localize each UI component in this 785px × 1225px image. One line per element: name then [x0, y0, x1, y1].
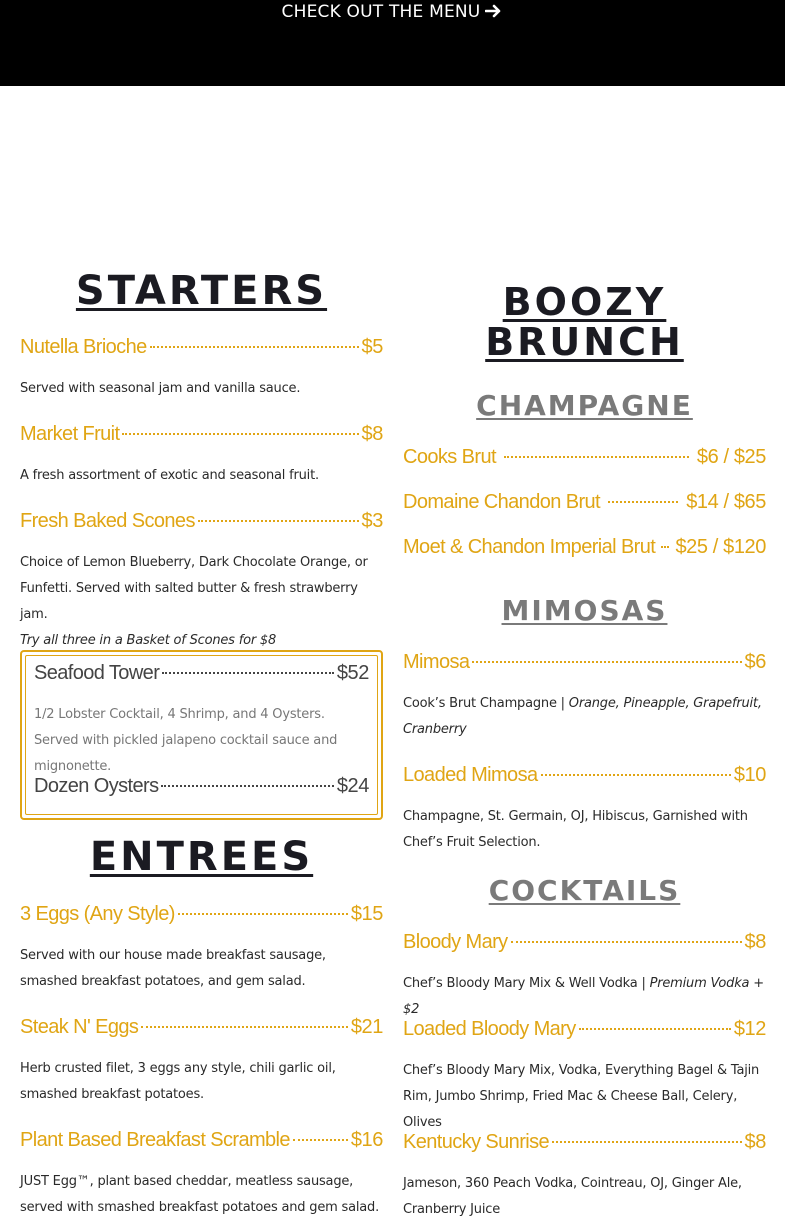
- item-name: Seafood Tower: [34, 662, 160, 684]
- menu-item: [34, 662, 369, 780]
- item-name: Plant Based Breakfast Scramble: [20, 1129, 290, 1151]
- item-name: 3 Eggs (Any Style): [20, 903, 175, 925]
- item-description-text: Chef’s Bloody Mary Mix & Well Vodka |: [403, 976, 650, 991]
- item-name: Loaded Mimosa: [403, 764, 538, 786]
- boozy-brunch-title: [403, 282, 766, 362]
- item-price: $12: [733, 1018, 766, 1040]
- item-price: $52: [336, 662, 369, 684]
- item-description-text: Cook’s Brut Champagne |: [403, 696, 569, 711]
- menu-item: [20, 510, 383, 654]
- item-description-note: Orange, Pineapple, Grapefruit, Cranberry: [403, 696, 762, 737]
- menu-item: [20, 423, 383, 489]
- dotted-leader: [122, 433, 358, 435]
- item-name: Market Fruit: [20, 423, 120, 445]
- starters-title: STARTERS: [75, 268, 328, 314]
- item-name: Fresh Baked Scones: [20, 510, 195, 532]
- dotted-leader: [161, 785, 333, 787]
- menu-item: [403, 764, 766, 856]
- item-description: [403, 971, 766, 1023]
- item-name: Cooks Brut: [403, 446, 496, 468]
- dotted-leader: [541, 774, 731, 776]
- dotted-leader: [178, 913, 348, 915]
- arrow-right-icon: [485, 4, 503, 18]
- mimosas-title: MIMOSAS: [501, 594, 668, 627]
- champagne-title: CHAMPAGNE: [476, 389, 693, 422]
- menu-item: [20, 1016, 383, 1108]
- dotted-leader: [661, 546, 669, 548]
- item-name: Mimosa: [403, 651, 470, 673]
- item-price: $6 / $25: [696, 446, 766, 468]
- menu-item: [403, 536, 766, 566]
- item-description: [20, 550, 383, 654]
- menu-item: [403, 1018, 766, 1136]
- menu-item: [20, 903, 383, 995]
- item-price: $8: [744, 1131, 766, 1153]
- item-description: 1/2 Lobster Cocktail, 4 Shrimp, and 4 Oysters. Served with pickled jalapeno cocktail sauce and mignonette.: [34, 707, 338, 774]
- item-description: Served with our house made breakfast sausage, smashed breakfast potatoes, and gem salad.: [20, 948, 326, 989]
- boozy-title-line2: BRUNCH: [485, 320, 684, 364]
- check-out-menu-link[interactable]: [0, 0, 785, 24]
- item-name: Loaded Bloody Mary: [403, 1018, 576, 1040]
- item-name: Nutella Brioche: [20, 336, 147, 358]
- item-description: JUST Egg™, plant based cheddar, meatless sausage, served with smashed breakfast potatoes and gem salad.: [20, 1174, 380, 1215]
- item-price: $10: [733, 764, 766, 786]
- item-description: Jameson, 360 Peach Vodka, Cointreau, OJ, Ginger Ale, Cranberry Juice: [403, 1176, 742, 1217]
- item-price: $21: [350, 1016, 383, 1038]
- item-price: $15: [350, 903, 383, 925]
- item-price: $8: [361, 423, 383, 445]
- menu-item: [20, 336, 383, 402]
- item-name: Domaine Chandon Brut: [403, 491, 601, 513]
- item-price: $16: [350, 1129, 383, 1151]
- dotted-leader: [579, 1028, 731, 1030]
- featured-box: [20, 650, 383, 820]
- menu-item: [403, 931, 766, 1023]
- dotted-leader: [504, 456, 689, 458]
- cta-label: CHECK OUT THE MENU: [281, 2, 481, 22]
- menu-item: [403, 491, 766, 521]
- item-price: $14 / $65: [686, 491, 766, 513]
- item-price: $8: [744, 931, 766, 953]
- dotted-leader: [511, 941, 742, 943]
- item-description: Herb crusted filet, 3 eggs any style, chili garlic oil, smashed breakfast potatoes.: [20, 1061, 336, 1102]
- item-price: $6: [744, 651, 766, 673]
- dotted-leader: [141, 1026, 348, 1028]
- dotted-leader: [198, 520, 359, 522]
- item-description: A fresh assortment of exotic and seasonal fruit.: [20, 468, 319, 483]
- item-description-text: Choice of Lemon Blueberry, Dark Chocolate Orange, or Funfetti. Served with salted butter & fresh strawberry jam.: [20, 555, 368, 622]
- menu-item: [403, 651, 766, 743]
- menu-item: [34, 775, 369, 805]
- menu-item: [403, 1131, 766, 1223]
- dotted-leader: [162, 672, 334, 674]
- dotted-leader: [293, 1139, 348, 1141]
- item-description-note: Premium Vodka + $2: [403, 976, 764, 1017]
- item-description: Champagne, St. Germain, OJ, Hibiscus, Garnished with Chef’s Fruit Selection.: [403, 809, 748, 850]
- item-name: Dozen Oysters: [34, 775, 159, 797]
- item-name: Kentucky Sunrise: [403, 1131, 550, 1153]
- item-name: Moet & Chandon Imperial Brut: [403, 536, 656, 558]
- item-description: [403, 691, 766, 743]
- dotted-leader: [608, 501, 678, 503]
- dotted-leader: [552, 1141, 742, 1143]
- menu-item: [20, 1129, 383, 1221]
- dotted-leader: [150, 346, 359, 348]
- item-description-note: Try all three in a Basket of Scones for $8: [20, 633, 277, 648]
- item-description: Chef’s Bloody Mary Mix, Vodka, Everything Bagel & Tajin Rim, Jumbo Shrimp, Fried Mac & Cheese Ball, Celery, Olives: [403, 1063, 760, 1130]
- header-bar: [0, 0, 785, 86]
- item-name: Steak N' Eggs: [20, 1016, 139, 1038]
- item-description: Served with seasonal jam and vanilla sauce.: [20, 381, 301, 396]
- entrees-title: ENTREES: [89, 834, 314, 880]
- item-name: Bloody Mary: [403, 931, 508, 953]
- item-price: $3: [361, 510, 383, 532]
- dotted-leader: [472, 661, 741, 663]
- item-price: $5: [361, 336, 383, 358]
- cocktails-title: COCKTAILS: [488, 874, 681, 907]
- item-price: $25 / $120: [675, 536, 766, 558]
- menu-item: [403, 446, 766, 476]
- boozy-title-line1: BOOZY: [502, 280, 667, 324]
- item-price: $24: [336, 775, 369, 797]
